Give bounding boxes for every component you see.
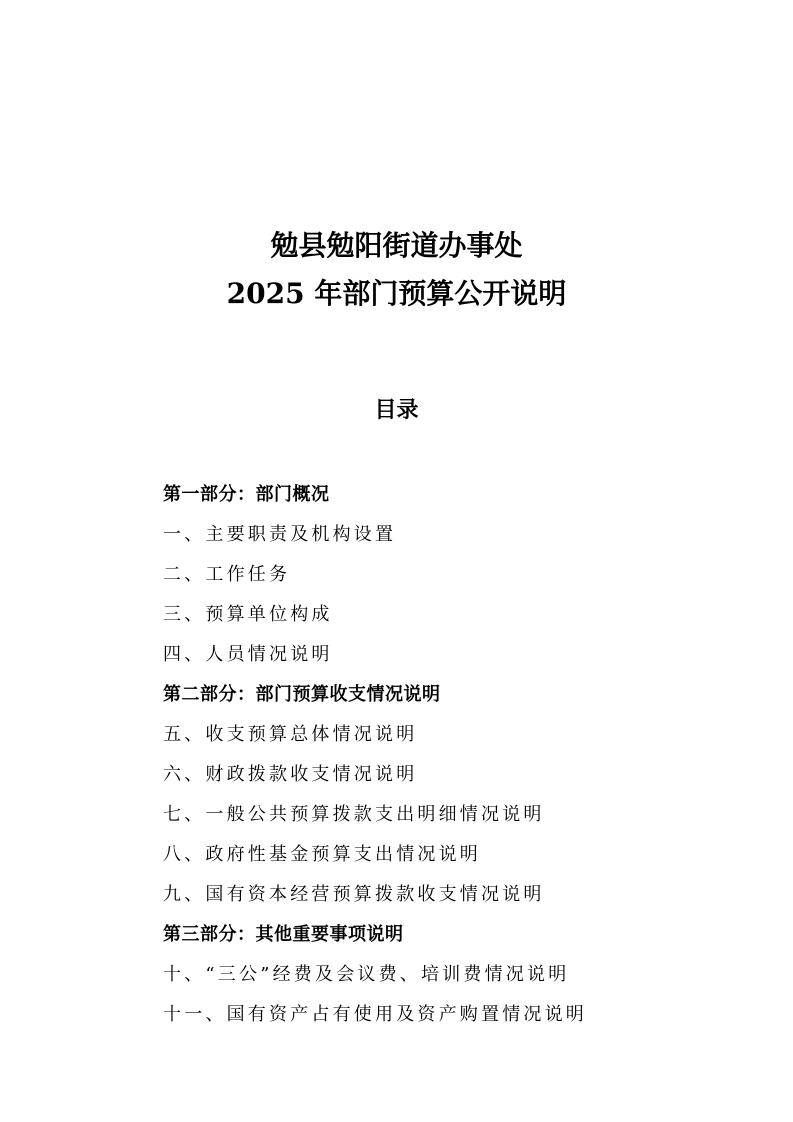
toc-section-6: 六、财政拨款收支情况说明	[163, 764, 418, 785]
toc-part-2: 第二部分：部门预算收支情况说明	[163, 684, 441, 705]
toc-part-1: 第一部分：部门概况	[163, 484, 330, 505]
toc-section-9: 九、国有资本经营预算拨款收支情况说明	[163, 884, 545, 905]
toc-section-3: 三、预算单位构成	[163, 604, 333, 625]
toc-section-1: 一、主要职责及机构设置	[163, 524, 397, 545]
document-title	[0, 222, 793, 318]
table-of-contents	[163, 475, 763, 1035]
toc-section-7: 七、一般公共预算拨款支出明细情况说明	[163, 804, 545, 825]
toc-heading: 目录	[374, 398, 419, 423]
toc-section-4: 四、人员情况说明	[163, 644, 333, 665]
toc-section-8: 八、政府性基金预算支出情况说明	[163, 844, 481, 865]
title-line-organization: 勉县勉阳街道办事处	[270, 229, 523, 262]
title-line-subject: 2025 年部门预算公开说明	[226, 277, 567, 310]
toc-section-11: 十一、国有资产占有使用及资产购置情况说明	[163, 1004, 587, 1025]
toc-section-5: 五、收支预算总体情况说明	[163, 724, 418, 745]
toc-section-2: 二、工作任务	[163, 564, 291, 585]
toc-part-3: 第三部分：其他重要事项说明	[163, 924, 404, 945]
toc-section-10: 十、“三公”经费及会议费、培训费情况说明	[163, 964, 570, 985]
